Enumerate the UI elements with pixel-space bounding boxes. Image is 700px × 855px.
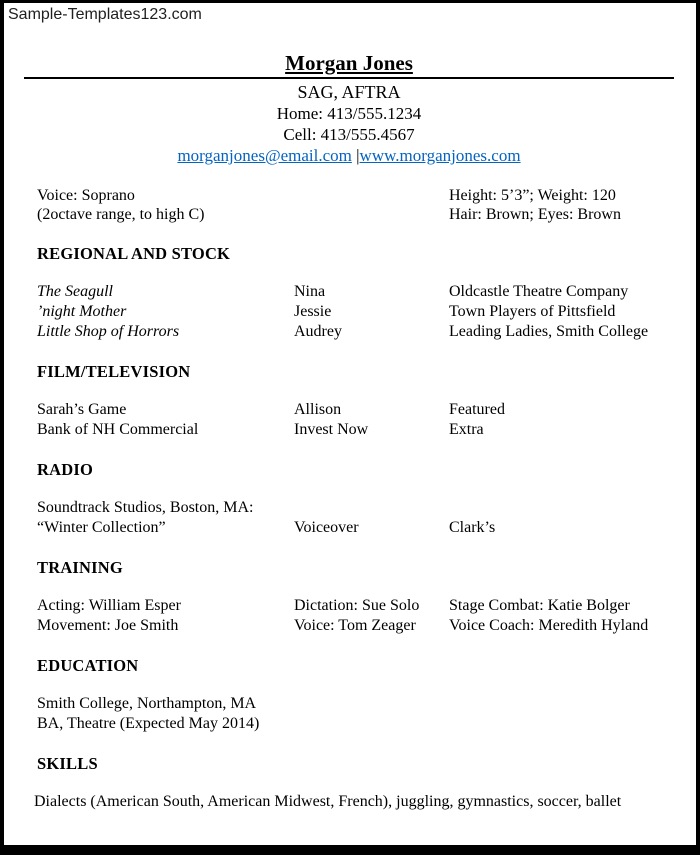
education-line: Smith College, Northampton, MA [37,695,257,712]
credit-company: Leading Ladies, Smith College [449,323,649,340]
training-item: Movement: Joe Smith [37,617,179,634]
email-link[interactable]: morganjones@email.com [177,146,352,165]
links-line [24,145,674,166]
link-separator: | [356,146,360,165]
section-education [37,656,674,734]
credit-company: Extra [449,421,484,438]
training-item: Acting: William Esper [37,597,181,614]
credit-role: Nina [294,283,326,300]
home-phone-line: Home: 413/555.1234 [276,104,422,123]
cell-phone-line: Cell: 413/555.4567 [283,125,415,144]
credit-role: Voiceover [294,519,359,536]
watermark: Sample-Templates123.com [8,6,202,23]
section-title: TRAINING [37,558,123,577]
affiliations-line: SAG, AFTRA [297,82,401,102]
credit-company: Town Players of Pittsfield [449,303,616,320]
section-title: EDUCATION [37,656,139,675]
website-link[interactable]: www.morganjones.com [359,146,521,165]
vitals-block [37,186,674,224]
credit-title: Bank of NH Commercial [37,421,199,438]
training-item: Stage Combat: Katie Bolger [449,597,630,614]
credit-company: Featured [449,401,505,418]
credit-role: Allison [294,401,342,418]
section-radio [37,460,674,538]
credit-role: Jessie [294,303,332,320]
section-training [37,558,674,636]
credit-company: Clark’s [449,519,496,536]
section-title: SKILLS [37,754,98,773]
training-item: Voice: Tom Zeager [294,617,416,634]
resume-name: Morgan Jones [285,51,413,75]
credit-company: Oldcastle Theatre Company [449,283,629,300]
credit-role: Invest Now [294,421,369,438]
vitals-left [37,186,449,224]
section-title: REGIONAL AND STOCK [37,244,231,263]
contact-block [24,79,674,166]
section-title: RADIO [37,460,94,479]
skills-line: Dialects (American South, American Midwest, French), juggling, gymnastics, soccer, ballet [34,793,622,810]
credit-title: ’night Mother [37,303,127,320]
height-weight-line: Height: 5’3”; Weight: 120 [449,187,616,204]
credit-title: “Winter Collection” [37,519,166,536]
section-regional-and-stock [37,244,674,342]
header-rule [24,52,674,79]
section-title: FILM/TELEVISION [37,362,191,381]
radio-studio-line: Soundtrack Studios, Boston, MA: [37,499,254,516]
section-skills [34,754,674,812]
section-film-television [37,362,674,440]
education-line: BA, Theatre (Expected May 2014) [37,715,260,732]
voice-line: Voice: Soprano [37,187,135,204]
range-line: (2octave range, to high C) [37,206,205,223]
credit-title: Sarah’s Game [37,401,127,418]
vitals-right [449,186,674,224]
credit-title: Little Shop of Horrors [37,323,180,340]
credit-title: The Seagull [37,283,113,300]
training-item: Voice Coach: Meredith Hyland [449,617,649,634]
training-item: Dictation: Sue Solo [294,597,420,614]
credit-role: Audrey [294,323,342,340]
hair-eyes-line: Hair: Brown; Eyes: Brown [449,206,621,223]
